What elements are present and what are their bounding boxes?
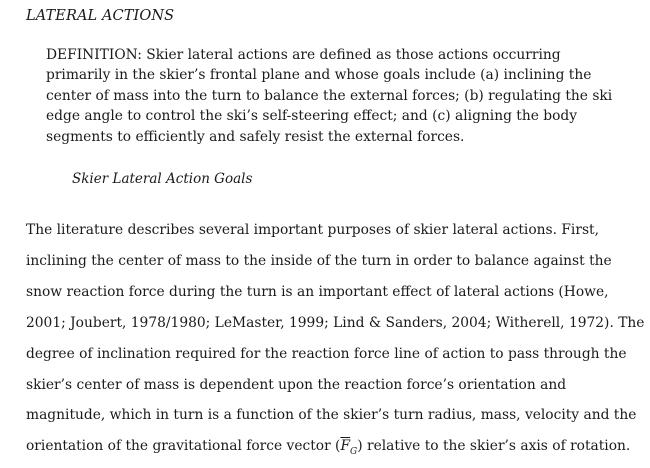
vector-subscript: G	[350, 447, 358, 458]
definition-line: center of mass into the turn to balance the external forces; (b) regulating the ski	[46, 87, 613, 104]
body-line: 2001; Joubert, 1978/1980; LeMaster, 1999; Lind & Sanders, 2004; Witherell, 1972). The	[26, 314, 645, 331]
vector-letter: $\overline{F}$	[340, 438, 351, 455]
definition-line: DEFINITION: Skier lateral actions are defined as those actions occurring	[46, 47, 561, 63]
body-line: The literature describes several important purposes of skier lateral actions. First,	[26, 222, 599, 238]
body-line: magnitude, which in turn is a function of the skier’s turn radius, mass, velocity and the	[26, 407, 637, 424]
definition-line: segments to efficiently and safely resist the external forces.	[46, 128, 465, 145]
gravity-vector-symbol	[340, 438, 358, 458]
body-line: degree of inclination required for the reaction force line of action to pass through the	[26, 345, 627, 362]
definition-line: edge angle to control the ski’s self-steering effect; and (c) aligning the body	[46, 108, 578, 125]
definition-line: primarily in the skier’s frontal plane and whose goals include (a) inclining the	[46, 67, 592, 84]
body-line: inclining the center of mass to the inside of the turn in order to balance against the	[26, 252, 612, 269]
body-paragraph	[26, 215, 645, 468]
last-line-after-text: ) relative to the skier’s axis of rotation.	[357, 438, 631, 455]
body-line: snow reaction force during the turn is an important effect of lateral actions (Howe,	[26, 283, 609, 300]
body-line: skier’s center of mass is dependent upon the reaction force’s orientation and	[26, 376, 567, 393]
subheading: Skier Lateral Action Goals	[72, 171, 253, 187]
section-title: LATERAL ACTIONS	[26, 8, 175, 24]
body-line-last	[26, 431, 631, 468]
last-line-before-text: orientation of the gravitational force vector (	[26, 438, 341, 455]
definition-paragraph	[46, 45, 621, 147]
